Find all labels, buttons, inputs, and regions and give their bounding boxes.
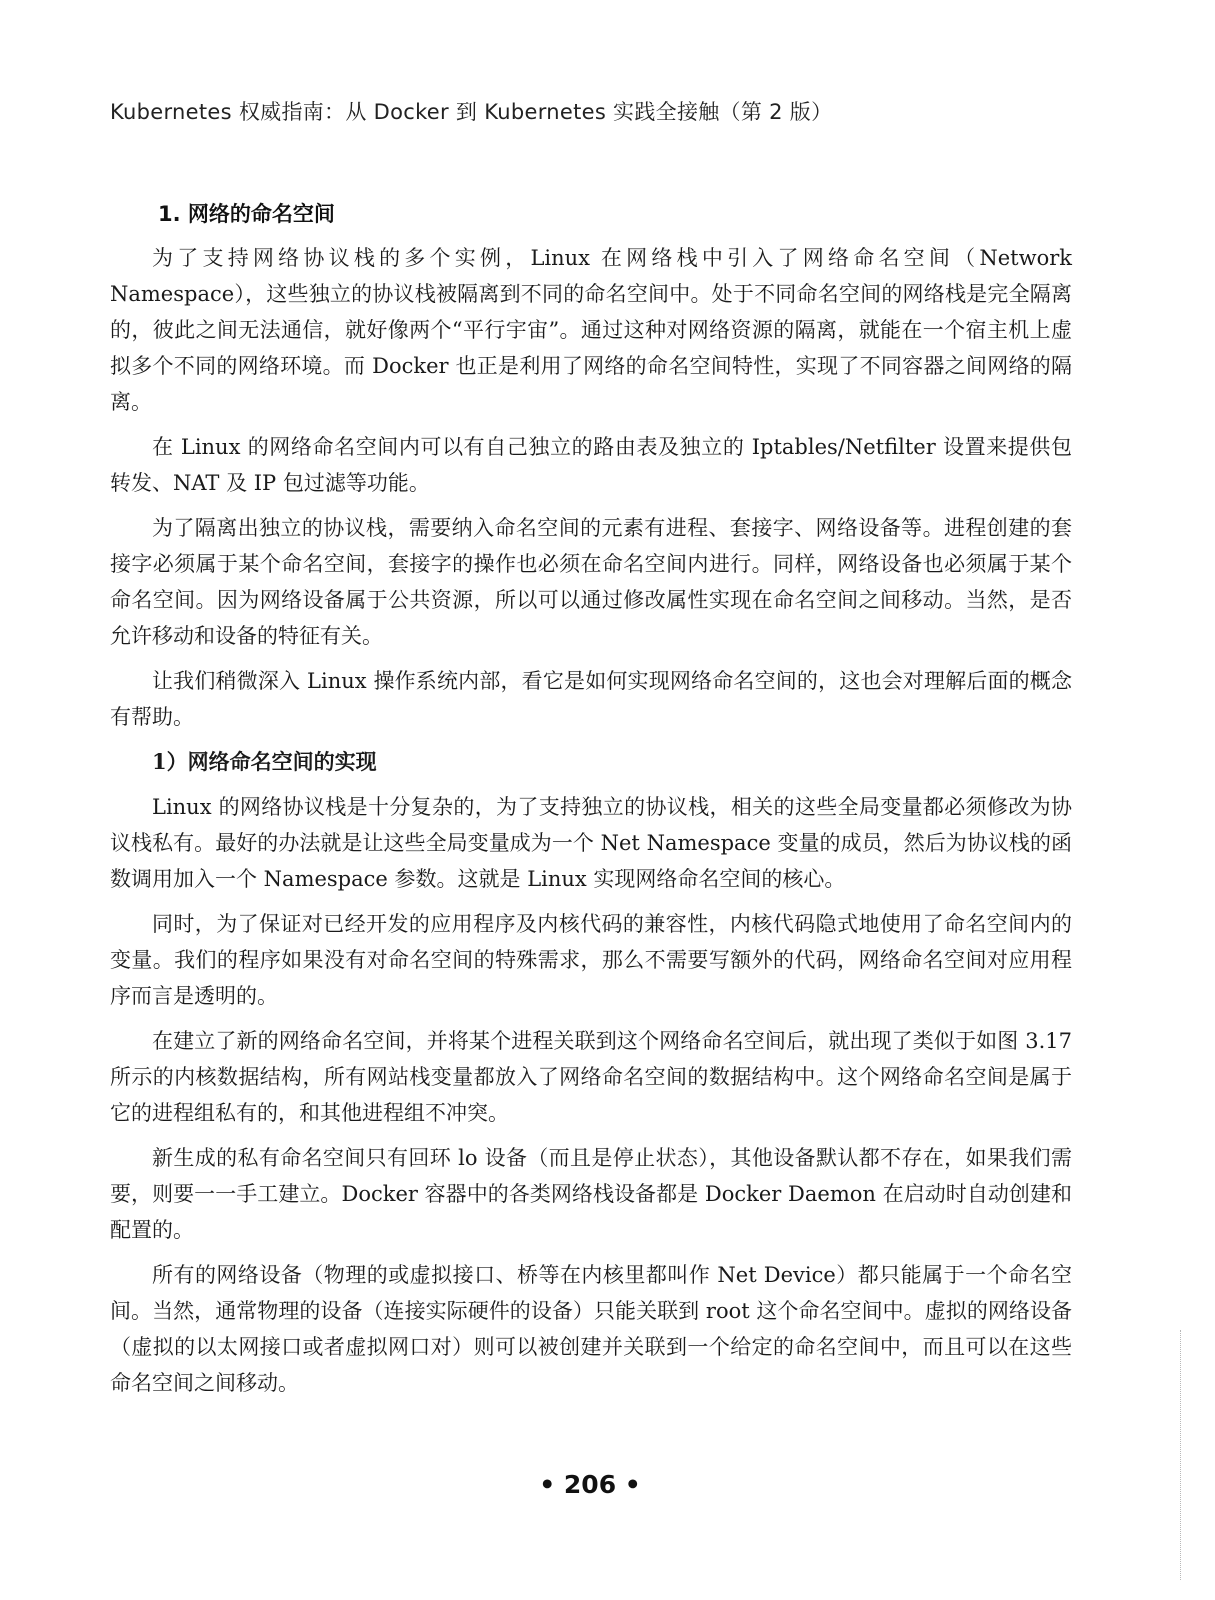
- scan-edge-artifact: [1180, 1330, 1181, 1580]
- running-head: Kubernetes 权威指南：从 Docker 到 Kubernetes 实践全接触（第 2 版）: [110, 100, 833, 124]
- paragraph-3: 为了隔离出独立的协议栈，需要纳入命名空间的元素有进程、套接字、网络设备等。进程创建的套接字必须属于某个命名空间，套接字的操作也必须在命名空间内进行。同样，网络设备也必须属于某个命名空间。因为网络设备属于公共资源，所以可以通过修改属性实现在命名空间之间移动。当然，是否允许移动和设备的特征有关。: [110, 516, 1072, 648]
- page-number: • 206 •: [539, 1470, 641, 1499]
- paragraph-4: 让我们稍微深入 Linux 操作系统内部，看它是如何实现网络命名空间的，这也会对理解后面的概念有帮助。: [110, 669, 1072, 729]
- paragraph-6: 同时，为了保证对已经开发的应用程序及内核代码的兼容性，内核代码隐式地使用了命名空间内的变量。我们的程序如果没有对命名空间的特殊需求，那么不需要写额外的代码，网络命名空间对应用程序而言是透明的。: [110, 912, 1072, 1008]
- body-text: [110, 240, 1072, 1410]
- paragraph-5: Linux 的网络协议栈是十分复杂的，为了支持独立的协议栈，相关的这些全局变量都必须修改为协议栈私有。最好的办法就是让这些全局变量成为一个 Net Namespace 变量的成员，然后为协议栈的函数调用加入一个 Namespace 参数。这就是 Linux 实现网络命名空间的核心。: [110, 795, 1072, 891]
- paragraph-8: 新生成的私有命名空间只有回环 lo 设备（而且是停止状态），其他设备默认都不存在，如果我们需要，则要一一手工建立。Docker 容器中的各类网络栈设备都是 Docker Daemon 在启动时自动创建和配置的。: [110, 1146, 1072, 1242]
- paragraph-1: 为了支持网络协议栈的多个实例，Linux 在网络栈中引入了网络命名空间（Network Namespace），这些独立的协议栈被隔离到不同的命名空间中。处于不同命名空间的网络栈是完全隔离的，彼此之间无法通信，就好像两个“平行宇宙”。通过这种对网络资源的隔离，就能在一个宿主机上虚拟多个不同的网络环境。而 Docker 也正是利用了网络的命名空间特性，实现了不同容器之间网络的隔离。: [110, 246, 1072, 414]
- paragraph-9: 所有的网络设备（物理的或虚拟接口、桥等在内核里都叫作 Net Device）都只能属于一个命名空间。当然，通常物理的设备（连接实际硬件的设备）只能关联到 root 这个命名空间中。虚拟的网络设备（虚拟的以太网接口或者虚拟网口对）则可以被创建并关联到一个给定的命名空间中，而且可以在这些命名空间之间移动。: [110, 1263, 1072, 1395]
- section-title: 1. 网络的命名空间: [158, 202, 335, 226]
- paragraph-7: 在建立了新的网络命名空间，并将某个进程关联到这个网络命名空间后，就出现了类似于如图 3.17 所示的内核数据结构，所有网站栈变量都放入了网络命名空间的数据结构中。这个网络命名空间是属于它的进程组私有的，和其他进程组不冲突。: [110, 1029, 1072, 1125]
- paragraph-2: 在 Linux 的网络命名空间内可以有自己独立的路由表及独立的 Iptables/Netfilter 设置来提供包转发、NAT 及 IP 包过滤等功能。: [110, 435, 1072, 495]
- subsection-title: 1）网络命名空间的实现: [152, 749, 377, 774]
